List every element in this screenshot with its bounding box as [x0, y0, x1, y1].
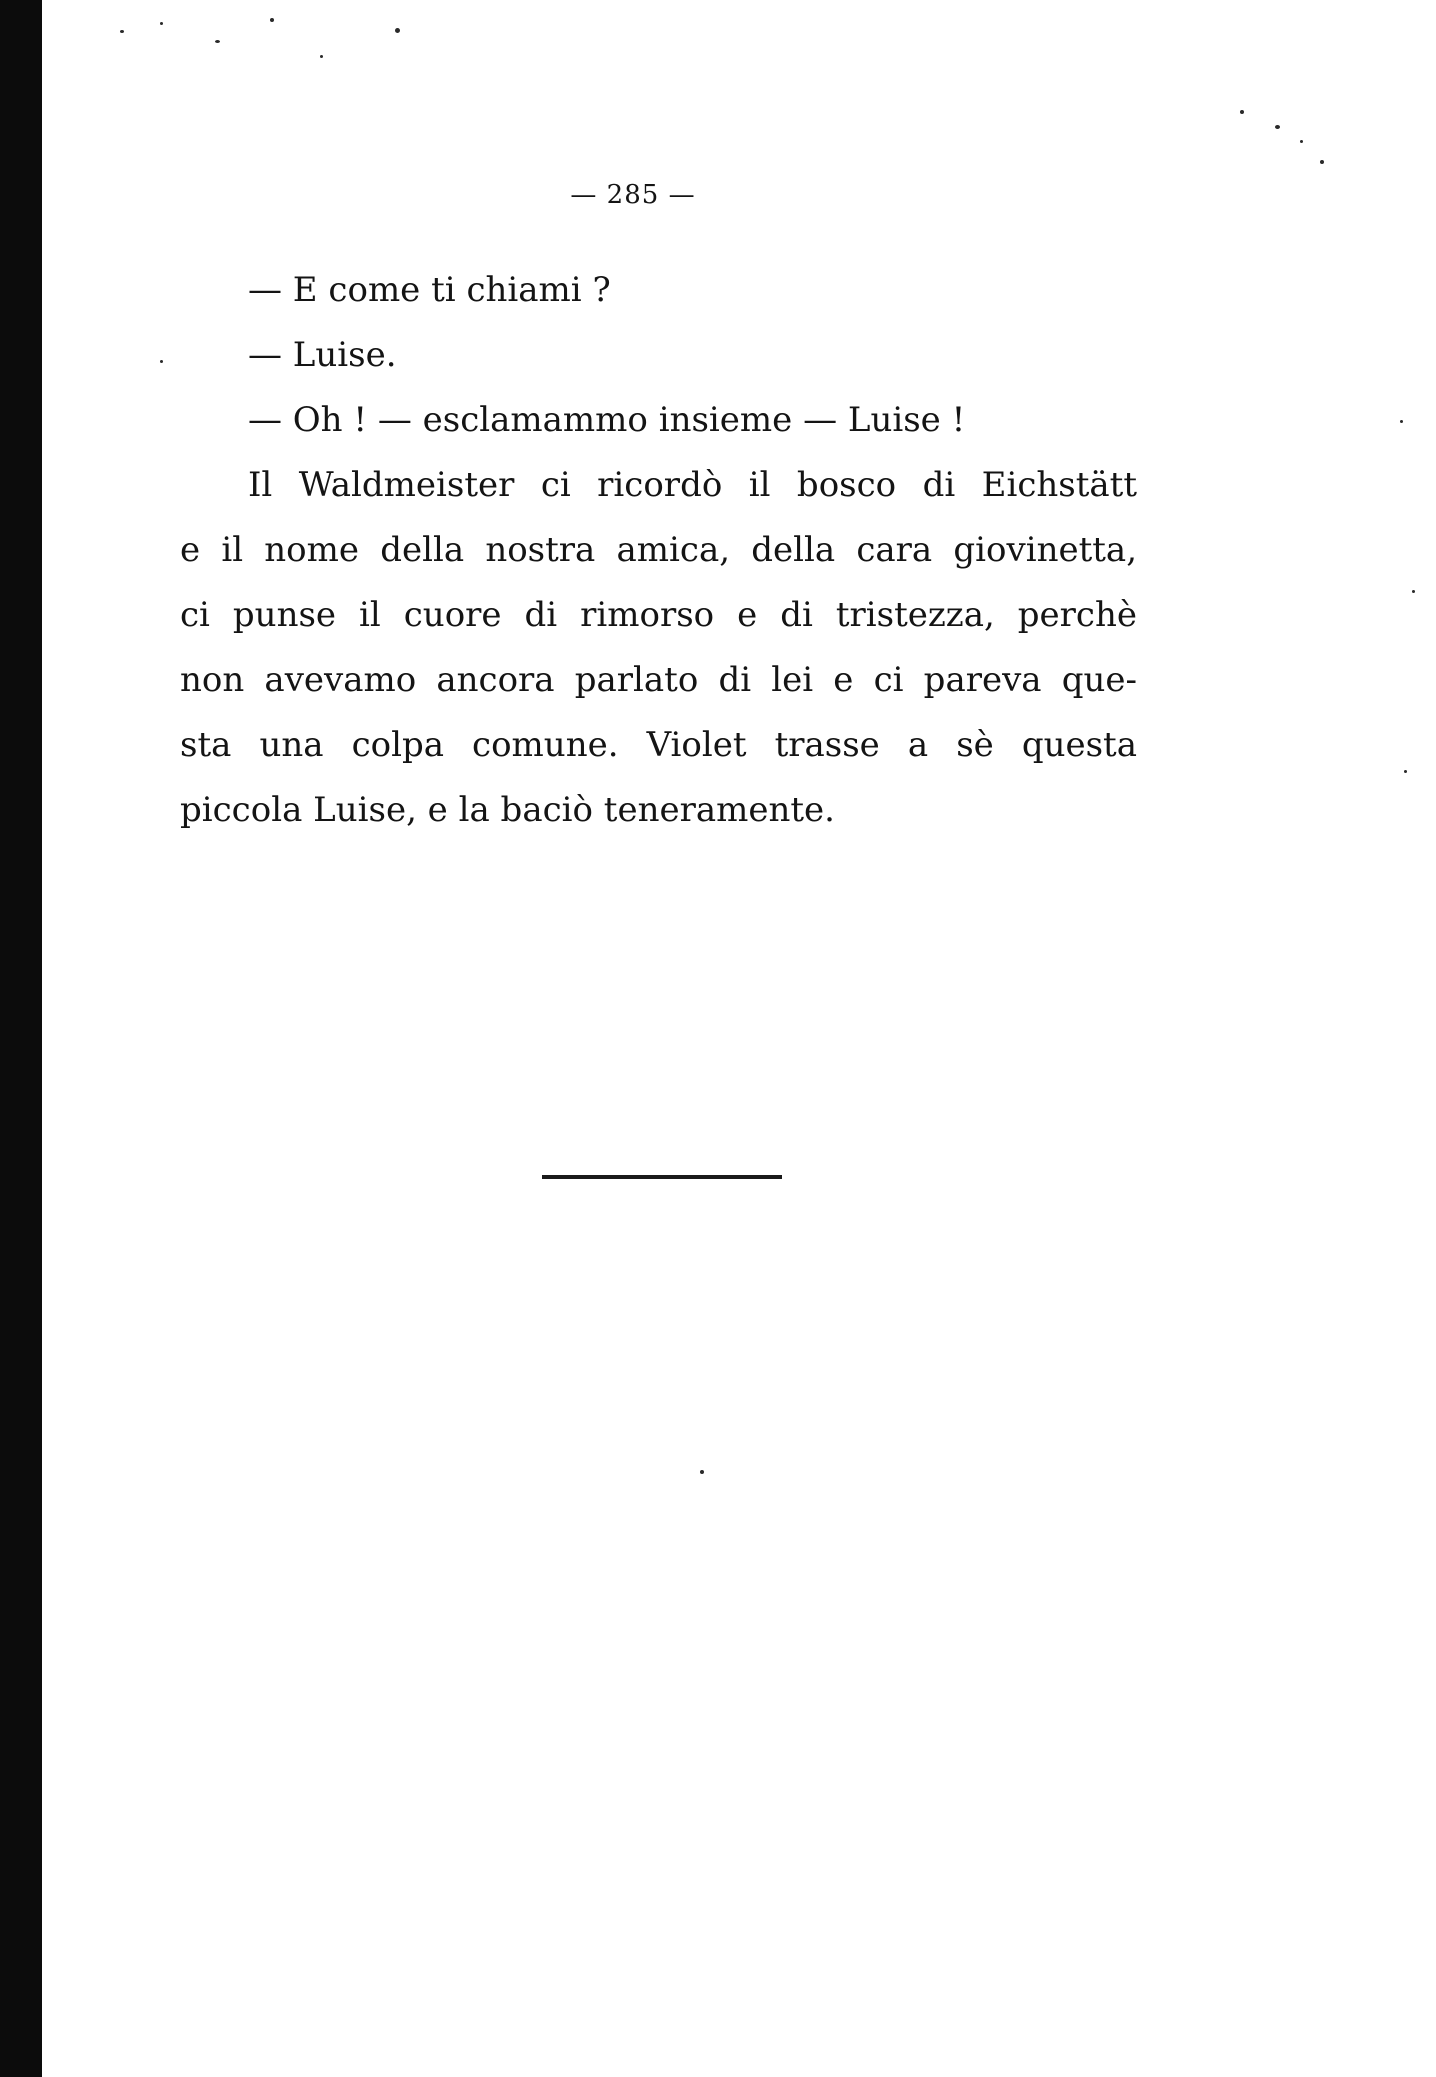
scan-speck: [1400, 420, 1403, 423]
scan-speck: [1404, 770, 1407, 773]
text-line: Il Waldmeister ci ricordò il bosco di Eichstätt: [248, 465, 1137, 505]
scan-speck: [320, 55, 323, 58]
text-line: — Oh ! — esclamammo insieme — Luise !: [248, 400, 966, 440]
page-number: — 285 —: [570, 180, 696, 210]
scan-speck: [120, 30, 124, 33]
text-line: piccola Luise, e la baciò teneramente.: [180, 790, 835, 830]
text-line: sta una colpa comune. Violet trasse a sè questa: [180, 725, 1137, 765]
text-line: — E come ti chiami ?: [248, 270, 611, 310]
text-line: — Luise.: [248, 335, 397, 375]
text-line: ci punse il cuore di rimorso e di tristezza, perchè: [180, 595, 1137, 635]
text-line: e il nome della nostra amica, della cara giovinetta,: [180, 530, 1137, 570]
text-line: non avevamo ancora parlato di lei e ci pareva que-: [180, 660, 1137, 700]
scan-speck: [160, 360, 163, 363]
scan-speck: [700, 1470, 704, 1474]
scan-speck: [395, 28, 400, 33]
scan-speck: [1320, 160, 1324, 164]
chapter-end-rule: [542, 1175, 782, 1179]
book-spine-shadow: [0, 0, 42, 2077]
scan-speck: [160, 22, 163, 25]
scan-speck: [1275, 125, 1280, 129]
scan-speck: [1300, 140, 1303, 143]
scan-speck: [1412, 590, 1415, 593]
scan-speck: [1240, 110, 1244, 114]
scan-speck: [215, 40, 220, 43]
scan-speck: [270, 18, 274, 22]
